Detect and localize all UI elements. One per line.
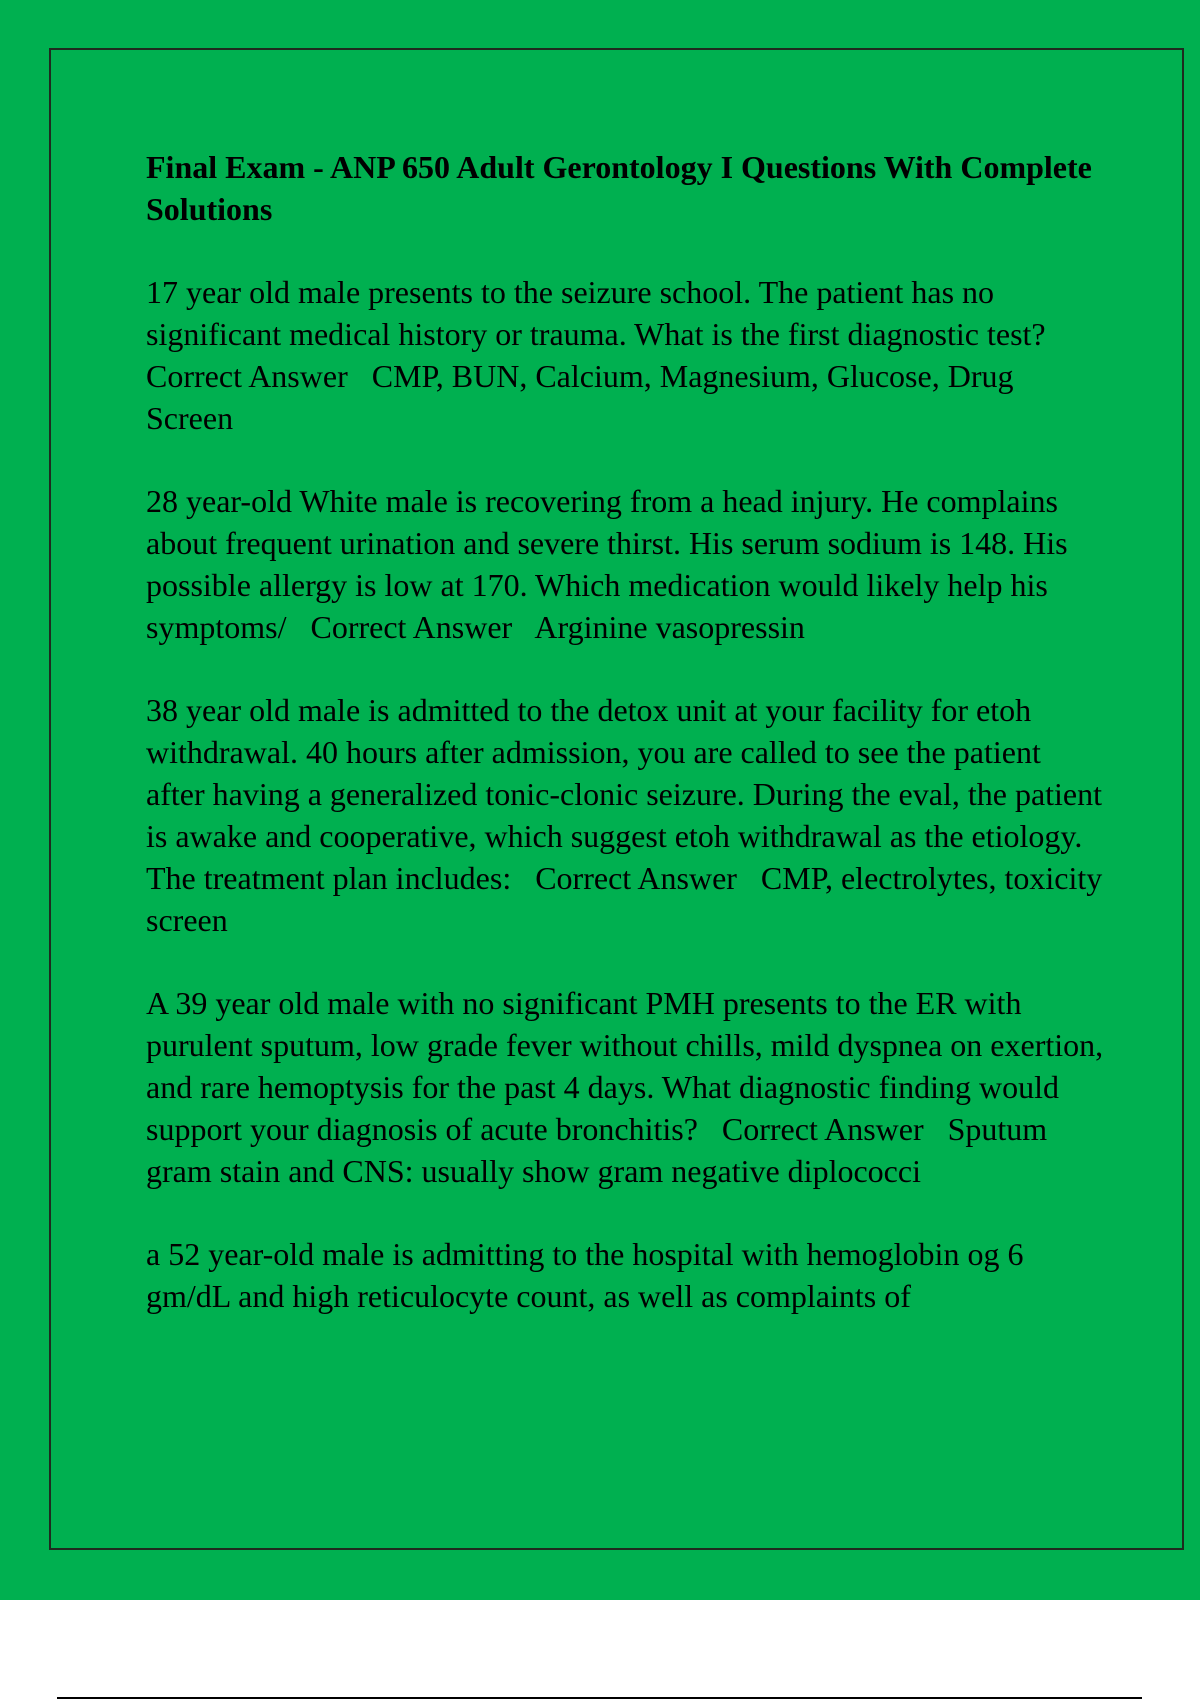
- question-block: [146, 689, 1111, 941]
- question-text: 38 year old male is admitted to the detox unit at your facility for etoh withdrawal. 40 hours after admission, you are called to see the patient after having a generalized tonic-clonic seizure. During the eval, the patient is awake and cooperative, which suggest etoh withdrawal as the etiology. The treatment plan includes:: [146, 692, 1111, 896]
- answer-text: CMP, BUN, Calcium, Magnesium, Glucose, Drug Screen: [146, 358, 1022, 436]
- answer-text: Sputum gram stain and CNS: usually show gram negative diplococci: [146, 1111, 1056, 1189]
- answer-label: Correct Answer: [721, 1111, 924, 1147]
- answer-text: CMP, electrolytes, toxicity screen: [146, 860, 1111, 938]
- question-block: [146, 480, 1106, 648]
- document-title: Final Exam - ANP 650 Adult Gerontology I Questions With Complete Solutions: [146, 149, 1092, 227]
- question-block: [146, 271, 1106, 439]
- answer-label: Correct Answer: [535, 860, 737, 896]
- question-text: 17 year old male presents to the seizure school. The patient has no significant medical history or trauma. What is the first diagnostic test?: [146, 274, 1046, 352]
- question-text: a 52 year-old male is admitting to the hospital with hemoglobin og 6 gm/dL and high reticulocyte count, as well as complaints of: [146, 1236, 1032, 1314]
- question-text: 28 year-old White male is recovering from a head injury. He complains about frequent urination and severe thirst. His serum sodium is 148. His possible allergy is low at 170. Which medication would likely help his symptoms/: [146, 483, 1076, 645]
- question-text: A 39 year old male with no significant PMH presents to the ER with purulent sputum, low grade fever without chills, mild dyspnea on exertion, and rare hemoptysis for the past 4 days. What diagnostic finding would support your diagnosis of acute bronchitis?: [146, 985, 1112, 1147]
- page-bottom-divider: [57, 1697, 1142, 1699]
- document-body: [146, 146, 1112, 1358]
- answer-label: Correct Answer: [146, 358, 348, 394]
- answer-text: Arginine vasopressin: [534, 609, 805, 645]
- question-block: [146, 982, 1112, 1192]
- question-block: [146, 1233, 1106, 1317]
- answer-label: Correct Answer: [310, 609, 513, 645]
